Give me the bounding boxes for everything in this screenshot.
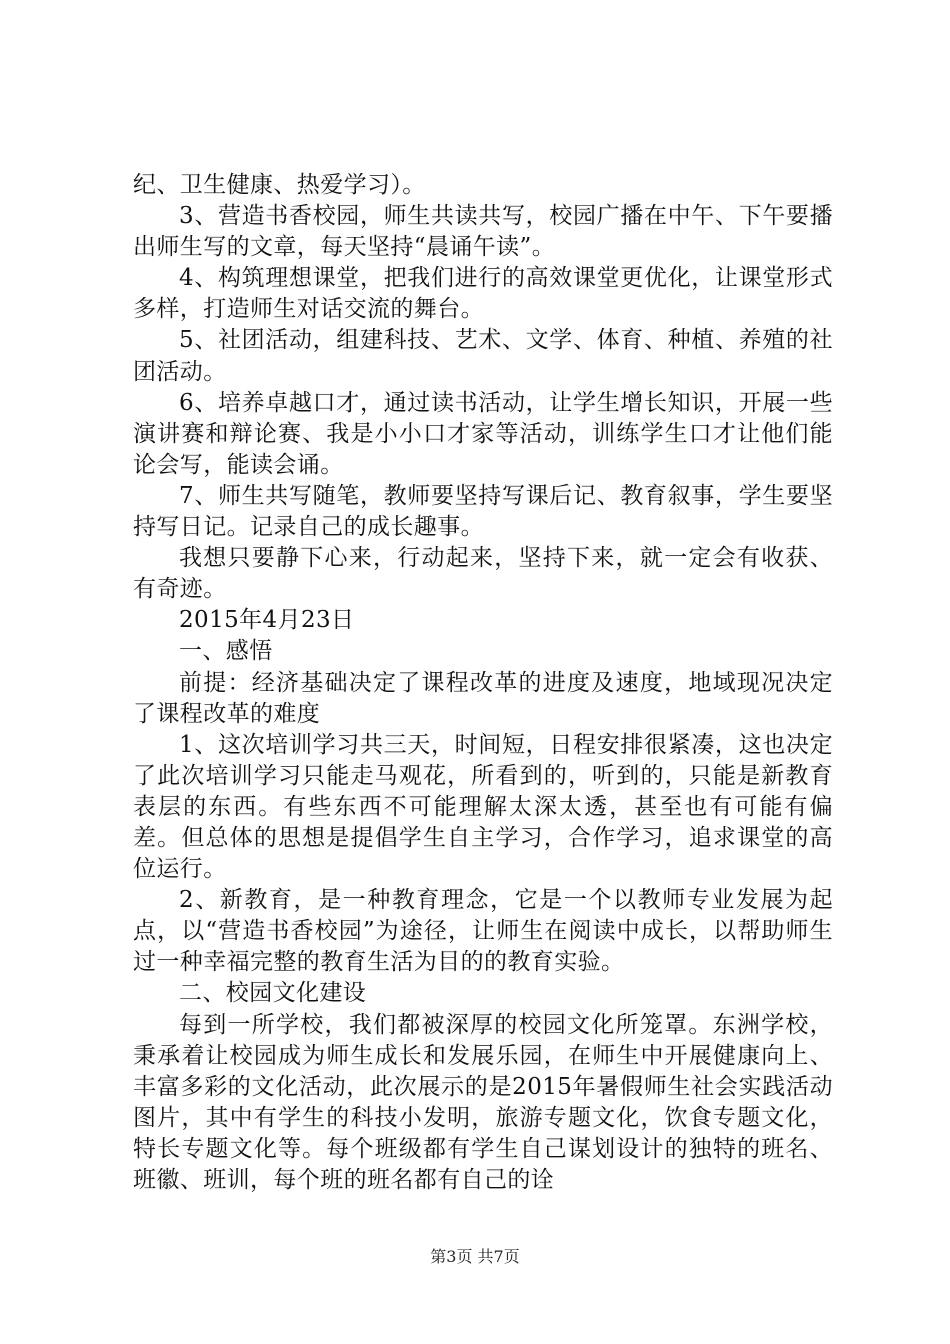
page-number-footer: 第3页 共7页 (430, 1247, 520, 1266)
paragraph-item-5: 5、社团活动，组建科技、艺术、文学、体育、种植、养殖的社团活动。 (133, 327, 833, 385)
paragraph-item-6: 6、培养卓越口才，通过读书活动，让学生增长知识，开展一些演讲赛和辩论赛、我是小小口才家等活动，训练学生口才让他们能论会写，能读会诵。 (133, 389, 833, 478)
paragraph-conclusion: 我想只要静下心来，行动起来，坚持下来，就一定会有收获、有奇迹。 (133, 545, 833, 603)
paragraph-item-4: 4、构筑理想课堂，把我们进行的高效课堂更优化，让课堂形式多样，打造师生对话交流的舞台。 (133, 265, 833, 323)
document-body (133, 170, 833, 1196)
paragraph-insight-2: 2、新教育，是一种教育理念，它是一个以教师专业发展为起点，以“营造书香校园”为途径，让师生在阅读中成长，以帮助师生过一种幸福完整的教育生活为目的的教育实验。 (133, 887, 833, 976)
section-heading-2: 二、校园文化建设 (179, 980, 367, 1007)
paragraph-continuation: 纪、卫生健康、热爱学习）。 (133, 172, 426, 198)
section-heading-1: 一、感悟 (179, 638, 273, 665)
paragraph-premise: 前提：经济基础决定了课程改革的进度及速度，地域现况决定了课程改革的难度 (133, 669, 833, 727)
paragraph-item-3: 3、营造书香校园，师生共读共写，校园广播在中午、下午要播出师生写的文章，每天坚持“晨诵午读”。 (133, 203, 833, 261)
paragraph-campus-culture: 每到一所学校，我们都被深厚的校园文化所笼罩。东洲学校，秉承着让校园成为师生成长和发展乐园，在师生中开展健康向上、丰富多彩的文化活动，此次展示的是2015年暑假师生社会实践活动图片，其中有学生的科技小发明，旅游专题文化，饮食专题文化，特长专题文化等。每个班级都有学生自己谋划设计的独特的班名、班徽、班训，每个班的班名都有自己的诠 (133, 1011, 833, 1193)
document-date: 2015年4月23日 (179, 607, 355, 634)
paragraph-item-7: 7、师生共写随笔，教师要坚持写课后记、教育叙事，学生要坚持写日记。记录自己的成长趣事。 (133, 482, 833, 541)
paragraph-insight-1: 1、这次培训学习共三天，时间短，日程安排很紧凑，这也决定了此次培训学习只能走马观花，所看到的，听到的，只能是新教育表层的东西。有些东西不可能理解太深太透，甚至也有可能有偏差。但总体的思想是提倡学生自主学习，合作学习，追求课堂的高位运行。 (133, 731, 833, 883)
